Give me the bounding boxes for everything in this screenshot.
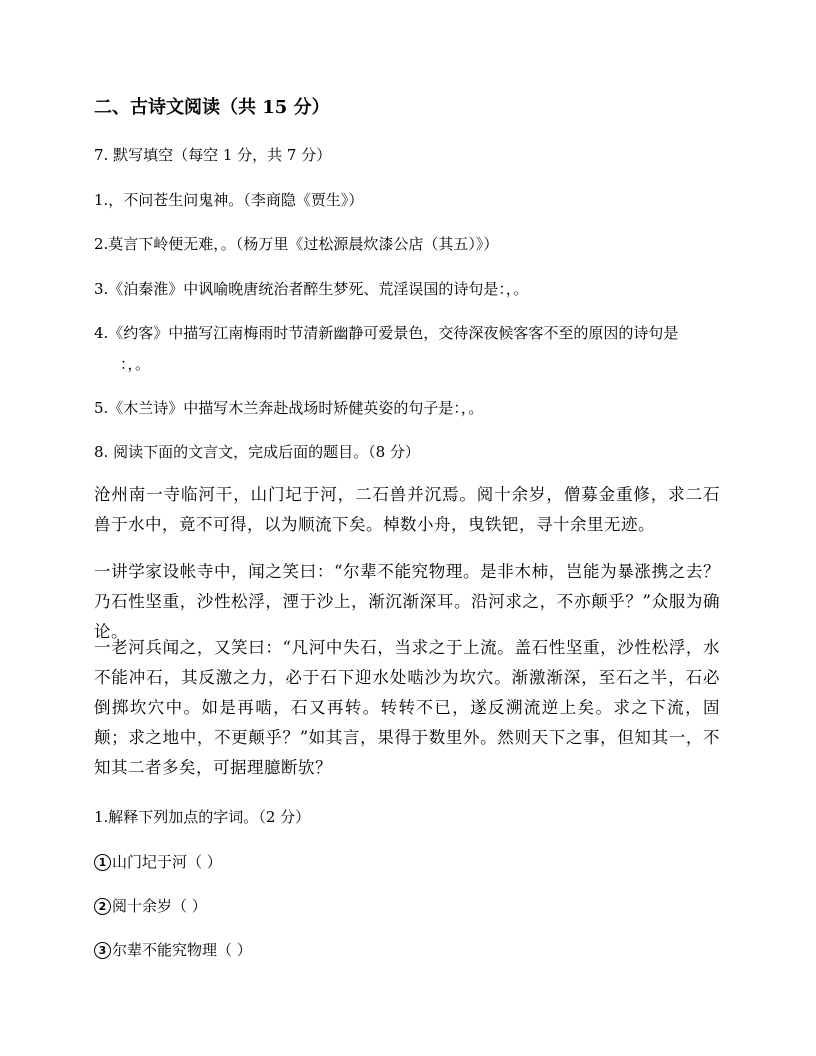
question-8-sub1-title: 1.解释下列加点的字词。（2 分） bbox=[94, 808, 311, 826]
circled-number-2: 2 bbox=[94, 898, 111, 915]
question-7-item-2: 2.莫言下岭便无难，。（杨万里《过松源晨炊漆公店（其五）》） bbox=[94, 235, 499, 253]
question-7-item-4-continued bbox=[94, 354, 734, 374]
question-8-sub1-item-3 bbox=[94, 940, 734, 960]
passage-paragraph-1: 沧州南一寺临河干，山门圮于河，二石兽并沉焉。阅十余岁，僧募金重修，求二石兽于水中，竟不可得，以为顺流下矣。棹数小舟，曳铁钯，寻十余里无迹。 bbox=[94, 485, 720, 534]
question-8-sub1-item-2 bbox=[94, 896, 734, 916]
circled-number-3: 3 bbox=[94, 942, 111, 959]
question-7-item-3: 3.《泊秦淮》中讽喻晚唐统治者醉生梦死、荒淫误国的诗句是：，。 bbox=[94, 280, 529, 298]
question-8-sub1-item-1-text: 山门圮于河（ ） bbox=[112, 853, 222, 871]
question-7-item-1: 1.，不问苍生问鬼神。（李商隐《贾生》） bbox=[94, 191, 364, 209]
question-7-item-4-tail: ：，。 bbox=[120, 355, 151, 373]
question-8-sub1-item-3-text: 尔辈不能究物理（ ） bbox=[112, 941, 252, 959]
question-8-title: 8. 阅读下面的文言文，完成后面的题目。（8 分） bbox=[94, 443, 420, 461]
passage-paragraph-2: 一讲学家设帐寺中，闻之笑曰：“尔辈不能究物理。是非木柿，岂能为暴涨携之去？乃石性坚重，沙性松浮，湮于沙上，渐沉渐深耳。沿河求之，不亦颠乎？”众服为确论。 bbox=[94, 562, 720, 641]
question-8-sub1-item-1 bbox=[94, 852, 734, 872]
circled-number-1: 1 bbox=[94, 854, 111, 871]
question-7-item-5: 5.《木兰诗》中描写木兰奔赴战场时矫健英姿的句子是：，。 bbox=[94, 399, 484, 417]
question-7-title: 7. 默写填空（每空 1 分，共 7 分） bbox=[94, 146, 332, 164]
section-title: 二、古诗文阅读（共 15 分） bbox=[94, 97, 330, 118]
question-8-sub1-item-2-text: 阅十余岁（ ） bbox=[112, 897, 207, 915]
passage-paragraph-3: 一老河兵闻之，又笑曰：“凡河中失石，当求之于上流。盖石性坚重，沙性松浮，水不能冲石，其反激之力，必于石下迎水处啮沙为坎穴。渐激渐深，至石之半，石必倒掷坎穴中。如是再啮，石又再转。转转不已，遂反溯流逆上矣。求之下流，固颠；求之地中，不更颠乎？”如其言，果得于数里外。然则天下之事，但知其一，不知其二者多矣，可据理臆断欤？ bbox=[94, 638, 720, 777]
question-7-item-4: 4.《约客》中描写江南梅雨时节清新幽静可爱景色，交待深夜候客客不至的原因的诗句是 bbox=[94, 324, 679, 342]
